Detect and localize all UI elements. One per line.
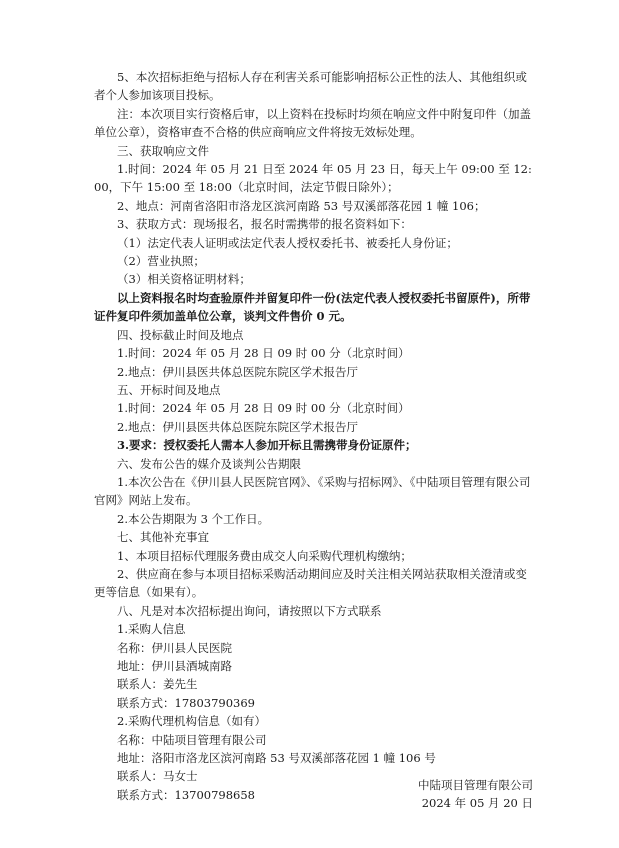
paragraph-line: 2.本公告期限为 3 个工作日。 [117, 511, 270, 526]
paragraph-line: 四、投标截止时间及地点 [117, 327, 244, 342]
paragraph-line: 六、发布公告的媒介及谈判公告期限 [117, 456, 301, 471]
paragraph-line: 联系人：姜先生 [117, 677, 198, 692]
paragraph-line: 联系方式：17803790369 [117, 695, 255, 710]
paragraph-line: 3.要求：授权委托人需本人参加开标且需携带身份证原件； [117, 438, 417, 453]
paragraph-line: 2、供应商在参与本项目招标采购活动期间应及时关注相关网站获取相关澄清或变更等信息（如果有）。 [94, 566, 527, 600]
signature-company: 中陆项目管理有限公司 [418, 778, 533, 792]
paragraph-line: 2.采购代理机构信息（如有） [117, 714, 266, 729]
paragraph-line: 1.时间：2024 年 05 月 21 日至 2024 年 05 月 23 日，每天上午 09:00 至 12:00，下午 15:00 至 18:00（北京时间，法定节假日除外）； [94, 162, 532, 195]
notice-body [94, 68, 538, 804]
paragraph-line: （3）相关资格证明材料； [117, 272, 251, 287]
paragraph-line: 2、地点：河南省洛阳市洛龙区滨河南路 53 号双溪部落花园 1 幢 106； [117, 198, 486, 213]
paragraph-line: 三、获取响应文件 [117, 143, 209, 158]
paragraph-line: 地址：伊川县酒城南路 [117, 659, 232, 673]
paragraph-line: 1、本项目招标代理服务费由成交人向采购代理机构缴纳； [117, 548, 412, 563]
paragraph-line: 2.地点：伊川县医共体总医院东院区学术报告厅 [117, 419, 358, 434]
paragraph-line: 注：本次项目实行资格后审，以上资料在投标时均须在响应文件中附复印件（加盖单位公章），资格审查不合格的供应商响应文件将按无效标处理。 [94, 106, 531, 140]
paragraph-line: 五、开标时间及地点 [117, 382, 221, 397]
paragraph-line: 5、本次招标拒绝与招标人存在利害关系可能影响招标公正性的法人、其他组织或者个人参加该项目投标。 [94, 70, 527, 103]
signature-block [418, 776, 533, 813]
paragraph-line: 名称：中陆项目管理有限公司 [117, 732, 267, 747]
paragraph-line: （2）营业执照； [117, 254, 205, 269]
paragraph-line: 八、凡是对本次招标提出询问，请按照以下方式联系 [117, 603, 382, 618]
paragraph-line: 七、其他补充事宜 [117, 530, 209, 545]
paragraph-line: 联系人：马女士 [117, 769, 198, 784]
paragraph-line: （1）法定代表人证明或法定代表人授权委托书、被委托人身份证； [117, 235, 458, 250]
signature-date: 2024 年 05 月 20 日 [421, 796, 533, 811]
paragraph-line: 名称：伊川县人民医院 [117, 640, 232, 655]
paragraph-line: 1.时间：2024 年 05 月 28 日 09 时 00 分（北京时间） [117, 346, 410, 361]
paragraph-line: 2.地点：伊川县医共体总医院东院区学术报告厅 [117, 364, 358, 379]
paragraph-line: 1.时间：2024 年 05 月 28 日 09 时 00 分（北京时间） [117, 401, 410, 416]
paragraph-line: 1.本次公告在《伊川县人民医院官网》、《采购与招标网》、《中陆项目管理有限公司官网》网站上发布。 [94, 474, 531, 508]
paragraph-line: 以上资料报名时均查验原件并留复印件一份(法定代表人授权委托书留原件)，所带证件复印件须加盖单位公章，谈判文件售价 0 元。 [94, 290, 531, 324]
paragraph-line: 1.采购人信息 [117, 622, 186, 637]
paragraph-line: 地址：洛阳市洛龙区滨河南路 53 号双溪部落花园 1 幢 106 号 [117, 751, 436, 766]
paragraph-line: 3、获取方式：现场报名，报名时需携带的报名资料如下： [117, 217, 412, 232]
paragraph-line: 联系方式：13700798658 [117, 787, 255, 802]
